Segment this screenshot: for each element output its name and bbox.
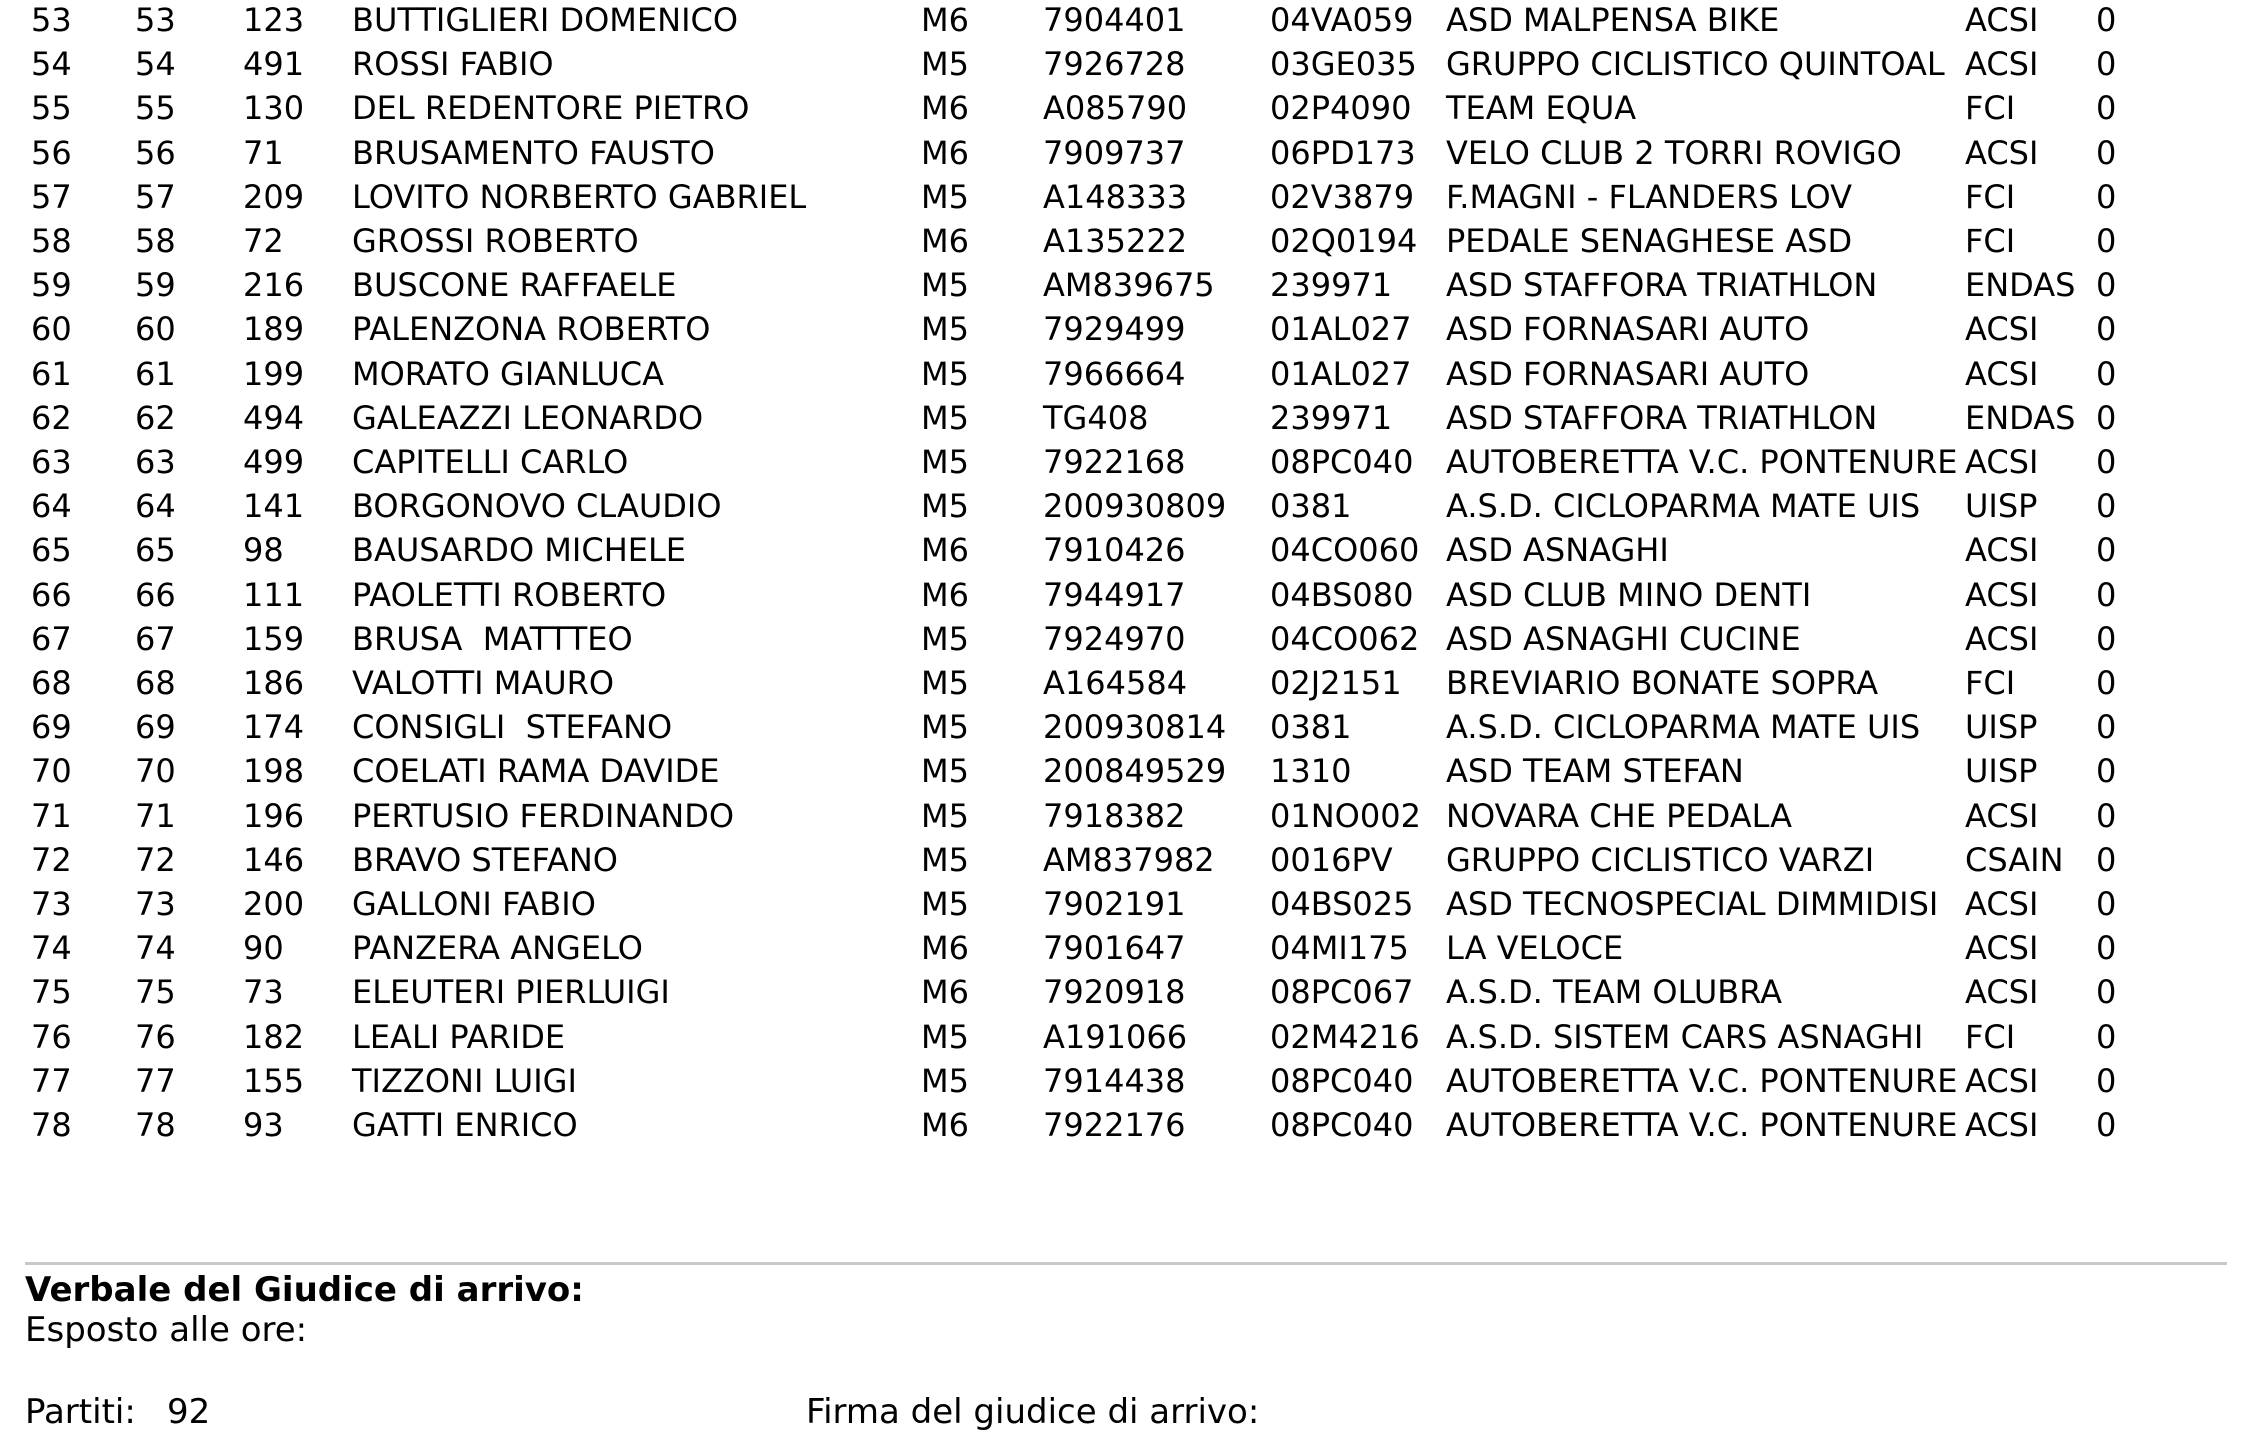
society-code-cell: 04VA059: [1270, 1, 1414, 39]
bib-cell: 146: [243, 840, 305, 879]
position-cell: 73: [31, 885, 72, 923]
bib-cell: 98: [243, 531, 284, 570]
ente-cell: UISP: [1965, 487, 2038, 526]
position-cell: 63: [31, 443, 72, 481]
points-cell: 0: [2096, 664, 2117, 702]
card-cell: 7922168: [1043, 443, 1186, 481]
society-code-cell: 02P4090: [1270, 89, 1412, 128]
card-cell: 7901647: [1043, 929, 1186, 968]
team-cell: A.S.D. CICLOPARMA MATE UIS: [1446, 708, 1921, 747]
name-cell: VALOTTI MAURO: [352, 664, 615, 702]
society-code-cell: 0381: [1270, 487, 1352, 526]
society-code-cell: 04CO062: [1270, 619, 1420, 658]
category-cell: M5: [921, 354, 969, 393]
points-cell: 0: [2096, 796, 2117, 835]
society-code-cell: 03GE035: [1270, 45, 1417, 84]
bib-cell: 189: [243, 310, 305, 349]
category-cell: M5: [921, 619, 969, 658]
name-cell: CAPITELLI CARLO: [352, 443, 629, 481]
ente-cell: ACSI: [1965, 443, 2039, 481]
ente-cell: ACSI: [1965, 619, 2039, 658]
table-row: [0, 1059, 2242, 1103]
position2-cell: 76: [135, 1017, 176, 1056]
verbale-title: Verbale del Giudice di arrivo:: [25, 1270, 584, 1310]
position-cell: 70: [31, 752, 72, 791]
category-cell: M5: [921, 708, 969, 747]
position-cell: 77: [31, 1061, 72, 1100]
card-cell: 7904401: [1043, 1, 1186, 39]
society-code-cell: 02J2151: [1270, 664, 1402, 702]
position-cell: 78: [31, 1106, 72, 1144]
bib-cell: 186: [243, 664, 305, 702]
table-row: [0, 307, 2242, 351]
points-cell: 0: [2096, 752, 2117, 791]
points-cell: 0: [2096, 443, 2117, 481]
points-cell: 0: [2096, 973, 2117, 1012]
name-cell: GALEAZZI LEONARDO: [352, 398, 704, 437]
bib-cell: 111: [243, 575, 305, 614]
name-cell: DEL REDENTORE PIETRO: [352, 89, 750, 128]
points-cell: 0: [2096, 89, 2117, 128]
category-cell: M5: [921, 796, 969, 835]
points-cell: 0: [2096, 487, 2117, 526]
bib-cell: 72: [243, 222, 284, 260]
society-code-cell: 239971: [1270, 398, 1393, 437]
points-cell: 0: [2096, 708, 2117, 747]
society-code-cell: 08PC040: [1270, 443, 1414, 481]
table-row: [0, 617, 2242, 661]
category-cell: M5: [921, 398, 969, 437]
position-cell: 69: [31, 708, 72, 747]
position2-cell: 54: [135, 45, 176, 84]
team-cell: ASD TEAM STEFAN: [1446, 752, 1744, 791]
bib-cell: 174: [243, 708, 305, 747]
society-code-cell: 08PC040: [1270, 1061, 1414, 1100]
position2-cell: 61: [135, 354, 176, 393]
position2-cell: 64: [135, 487, 176, 526]
bib-cell: 123: [243, 1, 305, 39]
team-cell: AUTOBERETTA V.C. PONTENURE: [1446, 1061, 1958, 1100]
position-cell: 56: [31, 133, 72, 172]
points-cell: 0: [2096, 619, 2117, 658]
points-cell: 0: [2096, 266, 2117, 305]
points-cell: 0: [2096, 885, 2117, 923]
position2-cell: 75: [135, 973, 176, 1012]
category-cell: M6: [921, 222, 969, 260]
name-cell: ROSSI FABIO: [352, 45, 554, 84]
table-row: [0, 484, 2242, 528]
position2-cell: 77: [135, 1061, 176, 1100]
society-code-cell: 08PC067: [1270, 973, 1414, 1012]
name-cell: BRUSAMENTO FAUSTO: [352, 133, 715, 172]
society-code-cell: 02M4216: [1270, 1017, 1420, 1056]
society-code-cell: 0016PV: [1270, 840, 1393, 879]
position2-cell: 60: [135, 310, 176, 349]
position2-cell: 62: [135, 398, 176, 437]
position2-cell: 53: [135, 1, 176, 39]
ente-cell: ACSI: [1965, 796, 2039, 835]
category-cell: M5: [921, 1017, 969, 1056]
name-cell: LEALI PARIDE: [352, 1017, 566, 1056]
society-code-cell: 02Q0194: [1270, 222, 1418, 260]
position-cell: 72: [31, 840, 72, 879]
team-cell: AUTOBERETTA V.C. PONTENURE: [1446, 443, 1958, 481]
category-cell: M5: [921, 487, 969, 526]
ente-cell: ENDAS: [1965, 266, 2076, 305]
name-cell: GROSSI ROBERTO: [352, 222, 639, 260]
bib-cell: 90: [243, 929, 284, 968]
name-cell: PANZERA ANGELO: [352, 929, 643, 968]
bib-cell: 209: [243, 177, 305, 216]
table-row: [0, 749, 2242, 793]
team-cell: BREVIARIO BONATE SOPRA: [1446, 664, 1879, 702]
category-cell: M5: [921, 664, 969, 702]
position-cell: 53: [31, 1, 72, 39]
category-cell: M5: [921, 45, 969, 84]
bib-cell: 499: [243, 443, 305, 481]
position2-cell: 71: [135, 796, 176, 835]
card-cell: A085790: [1043, 89, 1188, 128]
card-cell: 7944917: [1043, 575, 1186, 614]
name-cell: LOVITO NORBERTO GABRIEL: [352, 177, 807, 216]
table-row: [0, 42, 2242, 86]
card-cell: 7926728: [1043, 45, 1186, 84]
card-cell: AM837982: [1043, 840, 1215, 879]
bib-cell: 71: [243, 133, 284, 172]
ente-cell: ACSI: [1965, 133, 2039, 172]
category-cell: M5: [921, 840, 969, 879]
category-cell: M5: [921, 752, 969, 791]
card-cell: 7910426: [1043, 531, 1186, 570]
ente-cell: ACSI: [1965, 885, 2039, 923]
category-cell: M5: [921, 177, 969, 216]
position-cell: 61: [31, 354, 72, 393]
position-cell: 67: [31, 619, 72, 658]
card-cell: 200849529: [1043, 752, 1227, 791]
ente-cell: UISP: [1965, 708, 2038, 747]
position-cell: 62: [31, 398, 72, 437]
team-cell: ASD STAFFORA TRIATHLON: [1446, 398, 1878, 437]
points-cell: 0: [2096, 840, 2117, 879]
position-cell: 75: [31, 973, 72, 1012]
position2-cell: 66: [135, 575, 176, 614]
ente-cell: FCI: [1965, 664, 2016, 702]
position2-cell: 63: [135, 443, 176, 481]
team-cell: TEAM EQUA: [1446, 89, 1637, 128]
society-code-cell: 0381: [1270, 708, 1352, 747]
team-cell: LA VELOCE: [1446, 929, 1624, 968]
position2-cell: 68: [135, 664, 176, 702]
ente-cell: FCI: [1965, 177, 2016, 216]
table-row: [0, 0, 2242, 42]
team-cell: ASD FORNASARI AUTO: [1446, 310, 1810, 349]
position-cell: 65: [31, 531, 72, 570]
table-row: [0, 794, 2242, 838]
name-cell: CONSIGLI STEFANO: [352, 708, 673, 747]
position-cell: 58: [31, 222, 72, 260]
category-cell: M6: [921, 1106, 969, 1144]
name-cell: COELATI RAMA DAVIDE: [352, 752, 720, 791]
team-cell: ASD MALPENSA BIKE: [1446, 1, 1780, 39]
ente-cell: ACSI: [1965, 1061, 2039, 1100]
name-cell: BAUSARDO MICHELE: [352, 531, 687, 570]
position2-cell: 69: [135, 708, 176, 747]
category-cell: M6: [921, 531, 969, 570]
points-cell: 0: [2096, 310, 2117, 349]
position2-cell: 78: [135, 1106, 176, 1144]
position2-cell: 59: [135, 266, 176, 305]
position2-cell: 72: [135, 840, 176, 879]
card-cell: 7966664: [1043, 354, 1186, 393]
society-code-cell: 04CO060: [1270, 531, 1420, 570]
category-cell: M6: [921, 575, 969, 614]
ente-cell: FCI: [1965, 222, 2016, 260]
team-cell: F.MAGNI - FLANDERS LOV: [1446, 177, 1853, 216]
position-cell: 74: [31, 929, 72, 968]
card-cell: A148333: [1043, 177, 1188, 216]
card-cell: A191066: [1043, 1017, 1188, 1056]
ente-cell: ENDAS: [1965, 398, 2076, 437]
position2-cell: 67: [135, 619, 176, 658]
position-cell: 71: [31, 796, 72, 835]
points-cell: 0: [2096, 575, 2117, 614]
card-cell: 7929499: [1043, 310, 1186, 349]
bib-cell: 141: [243, 487, 305, 526]
table-row: [0, 396, 2242, 440]
points-cell: 0: [2096, 1, 2117, 39]
name-cell: PALENZONA ROBERTO: [352, 310, 711, 349]
position-cell: 54: [31, 45, 72, 84]
bib-cell: 73: [243, 973, 284, 1012]
footer-divider: [25, 1262, 2227, 1265]
position-cell: 66: [31, 575, 72, 614]
bib-cell: 155: [243, 1061, 305, 1100]
category-cell: M6: [921, 89, 969, 128]
table-row: [0, 175, 2242, 219]
table-row: [0, 661, 2242, 705]
category-cell: M6: [921, 133, 969, 172]
table-row: [0, 573, 2242, 617]
name-cell: BUTTIGLIERI DOMENICO: [352, 1, 739, 39]
position2-cell: 70: [135, 752, 176, 791]
ente-cell: ACSI: [1965, 1, 2039, 39]
points-cell: 0: [2096, 133, 2117, 172]
position2-cell: 73: [135, 885, 176, 923]
name-cell: BUSCONE RAFFAELE: [352, 266, 677, 305]
position2-cell: 57: [135, 177, 176, 216]
position2-cell: 65: [135, 531, 176, 570]
partiti-label: Partiti:: [25, 1392, 136, 1432]
card-cell: 7909737: [1043, 133, 1186, 172]
team-cell: PEDALE SENAGHESE ASD: [1446, 222, 1853, 260]
card-cell: 7920918: [1043, 973, 1186, 1012]
bib-cell: 199: [243, 354, 305, 393]
partiti-value: 92: [167, 1392, 211, 1432]
ente-cell: ACSI: [1965, 1106, 2039, 1144]
category-cell: M5: [921, 310, 969, 349]
table-row: [0, 1103, 2242, 1147]
category-cell: M6: [921, 929, 969, 968]
points-cell: 0: [2096, 177, 2117, 216]
society-code-cell: 04BS080: [1270, 575, 1414, 614]
table-row: [0, 970, 2242, 1014]
ente-cell: CSAIN: [1965, 840, 2064, 879]
bib-cell: 93: [243, 1106, 284, 1144]
points-cell: 0: [2096, 354, 2117, 393]
society-code-cell: 04BS025: [1270, 885, 1414, 923]
society-code-cell: 06PD173: [1270, 133, 1416, 172]
position2-cell: 74: [135, 929, 176, 968]
card-cell: A164584: [1043, 664, 1188, 702]
position-cell: 55: [31, 89, 72, 128]
category-cell: M5: [921, 885, 969, 923]
society-code-cell: 01AL027: [1270, 354, 1412, 393]
points-cell: 0: [2096, 1061, 2117, 1100]
society-code-cell: 1310: [1270, 752, 1352, 791]
team-cell: ASD ASNAGHI CUCINE: [1446, 619, 1801, 658]
category-cell: M5: [921, 266, 969, 305]
team-cell: GRUPPO CICLISTICO QUINTOAL: [1446, 45, 1945, 84]
category-cell: M6: [921, 1, 969, 39]
ente-cell: ACSI: [1965, 929, 2039, 968]
ente-cell: ACSI: [1965, 531, 2039, 570]
name-cell: BORGONOVO CLAUDIO: [352, 487, 722, 526]
name-cell: PAOLETTI ROBERTO: [352, 575, 667, 614]
table-row: [0, 838, 2242, 882]
table-row: [0, 528, 2242, 572]
category-cell: M5: [921, 1061, 969, 1100]
team-cell: ASD STAFFORA TRIATHLON: [1446, 266, 1878, 305]
name-cell: BRAVO STEFANO: [352, 840, 618, 879]
society-code-cell: 08PC040: [1270, 1106, 1414, 1144]
category-cell: M5: [921, 443, 969, 481]
position-cell: 64: [31, 487, 72, 526]
name-cell: MORATO GIANLUCA: [352, 354, 664, 393]
position2-cell: 55: [135, 89, 176, 128]
firma-label: Firma del giudice di arrivo:: [806, 1392, 1260, 1432]
team-cell: A.S.D. TEAM OLUBRA: [1446, 973, 1783, 1012]
esposto-label: Esposto alle ore:: [25, 1310, 308, 1350]
category-cell: M6: [921, 973, 969, 1012]
ente-cell: ACSI: [1965, 575, 2039, 614]
card-cell: TG408: [1043, 398, 1149, 437]
card-cell: 7918382: [1043, 796, 1186, 835]
points-cell: 0: [2096, 929, 2117, 968]
table-row: [0, 131, 2242, 175]
bib-cell: 216: [243, 266, 305, 305]
bib-cell: 198: [243, 752, 305, 791]
team-cell: GRUPPO CICLISTICO VARZI: [1446, 840, 1875, 879]
name-cell: ELEUTERI PIERLUIGI: [352, 973, 670, 1012]
position-cell: 76: [31, 1017, 72, 1056]
table-row: [0, 926, 2242, 970]
card-cell: 7902191: [1043, 885, 1186, 923]
ente-cell: ACSI: [1965, 973, 2039, 1012]
position-cell: 60: [31, 310, 72, 349]
points-cell: 0: [2096, 1017, 2117, 1056]
position2-cell: 56: [135, 133, 176, 172]
society-code-cell: 239971: [1270, 266, 1393, 305]
table-row: [0, 352, 2242, 396]
table-row: [0, 882, 2242, 926]
society-code-cell: 01NO002: [1270, 796, 1421, 835]
card-cell: 7914438: [1043, 1061, 1186, 1100]
card-cell: A135222: [1043, 222, 1188, 260]
table-row: [0, 219, 2242, 263]
table-row: [0, 263, 2242, 307]
points-cell: 0: [2096, 531, 2117, 570]
team-cell: ASD FORNASARI AUTO: [1446, 354, 1810, 393]
card-cell: 200930809: [1043, 487, 1227, 526]
position2-cell: 58: [135, 222, 176, 260]
ente-cell: ACSI: [1965, 45, 2039, 84]
name-cell: TIZZONI LUIGI: [352, 1061, 577, 1100]
points-cell: 0: [2096, 1106, 2117, 1144]
society-code-cell: 04MI175: [1270, 929, 1409, 968]
ente-cell: FCI: [1965, 1017, 2016, 1056]
bib-cell: 196: [243, 796, 305, 835]
team-cell: NOVARA CHE PEDALA: [1446, 796, 1793, 835]
bib-cell: 159: [243, 619, 305, 658]
card-cell: 7922176: [1043, 1106, 1186, 1144]
society-code-cell: 01AL027: [1270, 310, 1412, 349]
position-cell: 68: [31, 664, 72, 702]
team-cell: VELO CLUB 2 TORRI ROVIGO: [1446, 133, 1902, 172]
bib-cell: 130: [243, 89, 305, 128]
ente-cell: ACSI: [1965, 354, 2039, 393]
team-cell: A.S.D. SISTEM CARS ASNAGHI: [1446, 1017, 1924, 1056]
points-cell: 0: [2096, 398, 2117, 437]
table-row: [0, 440, 2242, 484]
points-cell: 0: [2096, 222, 2117, 260]
table-row: [0, 86, 2242, 130]
card-cell: 200930814: [1043, 708, 1227, 747]
name-cell: GATTI ENRICO: [352, 1106, 578, 1144]
team-cell: ASD ASNAGHI: [1446, 531, 1669, 570]
table-row: [0, 705, 2242, 749]
table-row: [0, 1015, 2242, 1059]
ente-cell: ACSI: [1965, 310, 2039, 349]
team-cell: ASD TECNOSPECIAL DIMMIDISI: [1446, 885, 1939, 923]
bib-cell: 182: [243, 1017, 305, 1056]
name-cell: GALLONI FABIO: [352, 885, 596, 923]
position-cell: 59: [31, 266, 72, 305]
team-cell: ASD CLUB MINO DENTI: [1446, 575, 1812, 614]
bib-cell: 200: [243, 885, 305, 923]
card-cell: 7924970: [1043, 619, 1186, 658]
bib-cell: 494: [243, 398, 305, 437]
team-cell: AUTOBERETTA V.C. PONTENURE: [1446, 1106, 1958, 1144]
name-cell: PERTUSIO FERDINANDO: [352, 796, 735, 835]
team-cell: A.S.D. CICLOPARMA MATE UIS: [1446, 487, 1921, 526]
bib-cell: 491: [243, 45, 305, 84]
card-cell: AM839675: [1043, 266, 1215, 305]
position-cell: 57: [31, 177, 72, 216]
name-cell: BRUSA MATTTEO: [352, 619, 633, 658]
points-cell: 0: [2096, 45, 2117, 84]
ente-cell: UISP: [1965, 752, 2038, 791]
ente-cell: FCI: [1965, 89, 2016, 128]
society-code-cell: 02V3879: [1270, 177, 1415, 216]
